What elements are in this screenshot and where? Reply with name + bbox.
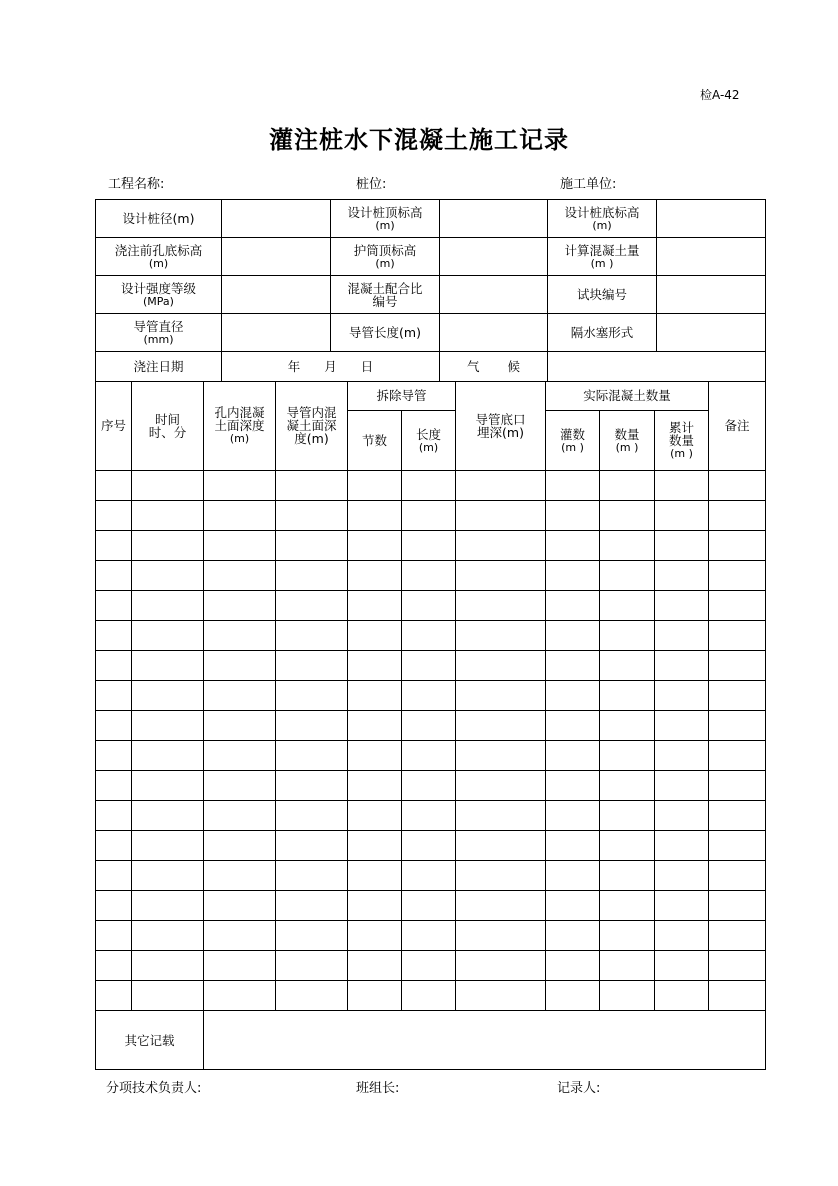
pile-info-table: [95, 199, 766, 382]
table-cell[interactable]: [96, 561, 132, 591]
table-cell[interactable]: [276, 861, 348, 891]
table-cell[interactable]: [655, 651, 709, 681]
mix-ratio-value[interactable]: [440, 276, 548, 314]
calc-concrete-vol-value[interactable]: [657, 238, 766, 276]
table-cell[interactable]: [132, 531, 204, 561]
test-block-no-label: 试块编号: [548, 276, 657, 314]
table-row: [96, 711, 766, 741]
design-pile-diameter-value[interactable]: [222, 200, 331, 238]
table-cell[interactable]: [348, 801, 402, 831]
table-cell[interactable]: [204, 771, 276, 801]
table-cell[interactable]: [709, 621, 766, 651]
table-cell[interactable]: [348, 471, 402, 501]
table-cell[interactable]: [546, 801, 600, 831]
table-cell[interactable]: [204, 981, 276, 1011]
casing-top-elev-label: 护筒顶标高 (m): [331, 238, 440, 276]
table-cell[interactable]: [204, 861, 276, 891]
table-cell[interactable]: [132, 561, 204, 591]
table-cell[interactable]: [402, 501, 456, 531]
table-cell[interactable]: [709, 831, 766, 861]
table-cell[interactable]: [600, 861, 655, 891]
table-cell[interactable]: [204, 711, 276, 741]
table-cell[interactable]: [132, 471, 204, 501]
table-cell[interactable]: [348, 981, 402, 1011]
table-cell[interactable]: [600, 621, 655, 651]
table-cell[interactable]: [709, 951, 766, 981]
table-cell[interactable]: [276, 561, 348, 591]
table-cell[interactable]: [402, 801, 456, 831]
table-cell[interactable]: [456, 831, 546, 861]
table-cell[interactable]: [546, 591, 600, 621]
table-row: [96, 831, 766, 861]
table-cell[interactable]: [709, 471, 766, 501]
hole-bottom-elev-value[interactable]: [222, 238, 331, 276]
table-cell[interactable]: [655, 591, 709, 621]
table-cell[interactable]: [402, 831, 456, 861]
table-cell[interactable]: [276, 501, 348, 531]
table-row: [96, 651, 766, 681]
table-cell[interactable]: [546, 951, 600, 981]
table-cell[interactable]: [96, 501, 132, 531]
table-row: [96, 741, 766, 771]
table-cell[interactable]: [348, 531, 402, 561]
table-cell[interactable]: [132, 921, 204, 951]
table-cell[interactable]: [132, 681, 204, 711]
table-cell[interactable]: [96, 651, 132, 681]
table-cell[interactable]: [600, 741, 655, 771]
actual-concrete-header: 实际混凝土数量: [546, 381, 709, 411]
table-cell[interactable]: [600, 891, 655, 921]
table-cell[interactable]: [276, 891, 348, 921]
table-cell[interactable]: [709, 771, 766, 801]
recorder-signature: 记录人:: [557, 1081, 601, 1096]
table-row: [96, 621, 766, 651]
table-cell[interactable]: [546, 471, 600, 501]
table-cell[interactable]: [655, 891, 709, 921]
table-cell[interactable]: [348, 591, 402, 621]
table-cell[interactable]: [132, 651, 204, 681]
table-row: [96, 891, 766, 921]
table-cell[interactable]: [348, 681, 402, 711]
table-cell[interactable]: [96, 861, 132, 891]
table-cell[interactable]: [132, 741, 204, 771]
design-pile-top-elev-value[interactable]: [440, 200, 548, 238]
table-cell[interactable]: [456, 681, 546, 711]
table-cell[interactable]: [709, 561, 766, 591]
weather-value[interactable]: [548, 352, 766, 382]
table-cell[interactable]: [546, 771, 600, 801]
remarks-header: 备注: [709, 381, 766, 471]
table-cell[interactable]: [402, 621, 456, 651]
table-cell[interactable]: [348, 651, 402, 681]
table-row: [96, 531, 766, 561]
table-cell[interactable]: [96, 831, 132, 861]
table-cell[interactable]: [132, 891, 204, 921]
table-cell[interactable]: [655, 801, 709, 831]
table-cell[interactable]: [132, 831, 204, 861]
table-cell[interactable]: [456, 561, 546, 591]
table-cell[interactable]: [600, 651, 655, 681]
table-cell[interactable]: [709, 801, 766, 831]
table-row: [96, 951, 766, 981]
table-cell[interactable]: [204, 951, 276, 981]
strength-grade-label: 设计强度等级 (MPa): [96, 276, 222, 314]
table-cell[interactable]: [276, 981, 348, 1011]
table-cell[interactable]: [456, 951, 546, 981]
cumulative-header: 累计 数量 (m ): [655, 411, 709, 471]
table-cell[interactable]: [348, 861, 402, 891]
table-cell[interactable]: [709, 591, 766, 621]
table-cell[interactable]: [456, 501, 546, 531]
table-cell[interactable]: [600, 531, 655, 561]
table-cell[interactable]: [655, 921, 709, 951]
table-cell[interactable]: [600, 831, 655, 861]
table-cell[interactable]: [276, 651, 348, 681]
table-cell[interactable]: [655, 771, 709, 801]
table-cell[interactable]: [402, 981, 456, 1011]
design-pile-top-elev-label: 设计桩顶标高 (m): [331, 200, 440, 238]
table-cell[interactable]: [204, 471, 276, 501]
table-cell[interactable]: [546, 501, 600, 531]
table-cell[interactable]: [655, 711, 709, 741]
table-cell[interactable]: [96, 981, 132, 1011]
table-cell[interactable]: [709, 501, 766, 531]
table-cell[interactable]: [276, 621, 348, 651]
table-cell[interactable]: [655, 621, 709, 651]
table-cell[interactable]: [402, 921, 456, 951]
test-block-no-value[interactable]: [657, 276, 766, 314]
team-leader-signature: 班组长:: [356, 1081, 400, 1096]
table-cell[interactable]: [402, 681, 456, 711]
conduit-length-value[interactable]: [440, 314, 548, 352]
table-cell[interactable]: [655, 951, 709, 981]
table-cell[interactable]: [709, 741, 766, 771]
table-cell[interactable]: [204, 741, 276, 771]
quantity-header: 数量 (m ): [600, 411, 655, 471]
remove-pipe-header: 拆除导管: [348, 381, 456, 411]
table-cell[interactable]: [204, 681, 276, 711]
project-name-label: 工程名称:: [108, 177, 165, 192]
table-cell[interactable]: [96, 951, 132, 981]
table-cell[interactable]: [96, 621, 132, 651]
table-cell[interactable]: [204, 921, 276, 951]
table-cell[interactable]: [456, 861, 546, 891]
table-cell[interactable]: [709, 711, 766, 741]
table-cell[interactable]: [402, 531, 456, 561]
table-cell[interactable]: [402, 771, 456, 801]
table-cell[interactable]: [132, 771, 204, 801]
table-cell[interactable]: [709, 861, 766, 891]
table-cell[interactable]: [600, 711, 655, 741]
table-cell[interactable]: [132, 591, 204, 621]
table-cell[interactable]: [546, 651, 600, 681]
other-records-value[interactable]: [204, 1011, 766, 1070]
construction-unit-label: 施工单位:: [560, 177, 617, 192]
table-cell[interactable]: [402, 561, 456, 591]
table-cell[interactable]: [456, 741, 546, 771]
table-cell[interactable]: [96, 891, 132, 921]
table-cell[interactable]: [96, 471, 132, 501]
table-cell[interactable]: [655, 471, 709, 501]
table-cell[interactable]: [600, 471, 655, 501]
table-cell[interactable]: [348, 711, 402, 741]
design-pile-diameter-label: 设计桩径(m): [96, 200, 222, 238]
table-cell[interactable]: [456, 921, 546, 951]
table-cell[interactable]: [600, 501, 655, 531]
table-cell[interactable]: [456, 891, 546, 921]
hole-concrete-depth-header: 孔内混凝 土面深度 (m): [204, 381, 276, 471]
table-cell[interactable]: [348, 501, 402, 531]
table-cell[interactable]: [546, 561, 600, 591]
plug-type-value[interactable]: [657, 314, 766, 352]
table-cell[interactable]: [348, 891, 402, 921]
table-cell[interactable]: [456, 531, 546, 561]
table-cell[interactable]: [600, 561, 655, 591]
table-cell[interactable]: [709, 921, 766, 951]
pile-position-label: 桩位:: [356, 177, 387, 192]
year-label: 年: [287, 359, 301, 374]
table-cell[interactable]: [348, 741, 402, 771]
plug-type-label: 隔水塞形式: [548, 314, 657, 352]
table-cell[interactable]: [132, 861, 204, 891]
table-row: [96, 801, 766, 831]
table-cell[interactable]: [276, 681, 348, 711]
table-cell[interactable]: [132, 501, 204, 531]
table-cell[interactable]: [276, 921, 348, 951]
table-cell[interactable]: [276, 741, 348, 771]
table-row: [96, 501, 766, 531]
other-records-label: 其它记载: [96, 1011, 204, 1070]
table-cell[interactable]: [348, 951, 402, 981]
table-cell[interactable]: [276, 771, 348, 801]
table-cell[interactable]: [348, 621, 402, 651]
table-cell[interactable]: [132, 981, 204, 1011]
table-cell[interactable]: [456, 771, 546, 801]
table-cell[interactable]: [276, 471, 348, 501]
table-cell[interactable]: [204, 801, 276, 831]
table-cell[interactable]: [546, 711, 600, 741]
table-cell[interactable]: [402, 471, 456, 501]
strength-grade-value[interactable]: [222, 276, 331, 314]
design-pile-bottom-elev-value[interactable]: [657, 200, 766, 238]
table-cell[interactable]: [276, 801, 348, 831]
table-cell[interactable]: [546, 531, 600, 561]
table-cell[interactable]: [546, 981, 600, 1011]
table-cell[interactable]: [546, 921, 600, 951]
hole-bottom-elev-label: 浇注前孔底标高 (m): [96, 238, 222, 276]
table-cell[interactable]: [600, 951, 655, 981]
pipe-bottom-depth-header: 导管底口 埋深(m): [456, 381, 546, 471]
table-row: [96, 981, 766, 1011]
table-cell[interactable]: [276, 531, 348, 561]
table-cell[interactable]: [132, 951, 204, 981]
table-cell[interactable]: [132, 711, 204, 741]
table-cell[interactable]: [546, 681, 600, 711]
day-label: 日: [360, 359, 374, 374]
table-row: [96, 561, 766, 591]
table-cell[interactable]: [402, 861, 456, 891]
casing-top-elev-value[interactable]: [440, 238, 548, 276]
table-cell[interactable]: [546, 891, 600, 921]
table-cell[interactable]: [402, 651, 456, 681]
table-cell[interactable]: [276, 831, 348, 861]
mix-ratio-label: 混凝土配合比 编号: [331, 276, 440, 314]
table-cell[interactable]: [204, 621, 276, 651]
table-cell[interactable]: [456, 651, 546, 681]
table-row: [96, 591, 766, 621]
table-cell[interactable]: [600, 591, 655, 621]
conduit-length-label: 导管长度(m): [331, 314, 440, 352]
table-cell[interactable]: [655, 531, 709, 561]
table-cell[interactable]: [132, 801, 204, 831]
design-pile-bottom-elev-label: 设计桩底标高 (m): [548, 200, 657, 238]
table-cell[interactable]: [709, 651, 766, 681]
table-cell[interactable]: [276, 711, 348, 741]
table-row: [96, 921, 766, 951]
weather-label: 气 候: [440, 352, 548, 382]
table-cell[interactable]: [709, 681, 766, 711]
table-cell[interactable]: [600, 981, 655, 1011]
table-cell[interactable]: [204, 651, 276, 681]
table-cell[interactable]: [96, 591, 132, 621]
pour-record-table: [95, 381, 766, 1070]
time-header: 时间 时、分: [132, 381, 204, 471]
conduit-diameter-value[interactable]: [222, 314, 331, 352]
pour-count-header: 灌数 (m ): [546, 411, 600, 471]
table-cell[interactable]: [456, 801, 546, 831]
calc-concrete-vol-label: 计算混凝土量 (m ): [548, 238, 657, 276]
table-cell[interactable]: [655, 861, 709, 891]
table-cell[interactable]: [456, 471, 546, 501]
table-cell[interactable]: [402, 741, 456, 771]
table-cell[interactable]: [546, 861, 600, 891]
sections-header: 节数: [348, 411, 402, 471]
table-cell[interactable]: [402, 591, 456, 621]
pour-date-value[interactable]: [222, 352, 440, 382]
pour-date-label: 浇注日期: [96, 352, 222, 382]
seq-header: 序号: [96, 381, 132, 471]
table-cell[interactable]: [655, 681, 709, 711]
table-cell[interactable]: [348, 561, 402, 591]
month-label: 月: [324, 359, 337, 374]
table-cell[interactable]: [546, 741, 600, 771]
table-cell[interactable]: [204, 531, 276, 561]
table-cell[interactable]: [204, 891, 276, 921]
table-cell[interactable]: [204, 561, 276, 591]
table-cell[interactable]: [655, 561, 709, 591]
table-cell[interactable]: [456, 711, 546, 741]
table-cell[interactable]: [96, 531, 132, 561]
table-cell[interactable]: [546, 621, 600, 651]
form-code: 检A-42: [700, 88, 740, 102]
table-cell[interactable]: [456, 621, 546, 651]
table-cell[interactable]: [600, 771, 655, 801]
table-cell[interactable]: [348, 831, 402, 861]
table-row: [96, 861, 766, 891]
table-cell[interactable]: [600, 921, 655, 951]
table-cell[interactable]: [96, 921, 132, 951]
table-cell[interactable]: [204, 501, 276, 531]
table-cell[interactable]: [96, 771, 132, 801]
pipe-concrete-depth-header: 导管内混 凝土面深 度(m): [276, 381, 348, 471]
table-cell[interactable]: [709, 891, 766, 921]
table-cell[interactable]: [546, 831, 600, 861]
table-cell[interactable]: [402, 711, 456, 741]
table-cell[interactable]: [655, 741, 709, 771]
table-cell[interactable]: [204, 591, 276, 621]
conduit-diameter-label: 导管直径 (mm): [96, 314, 222, 352]
table-row: [96, 471, 766, 501]
table-cell[interactable]: [655, 501, 709, 531]
table-cell[interactable]: [402, 891, 456, 921]
table-cell[interactable]: [456, 591, 546, 621]
table-cell[interactable]: [96, 681, 132, 711]
table-cell[interactable]: [96, 711, 132, 741]
length-header: 长度 (m): [402, 411, 456, 471]
tech-lead-signature: 分项技术负责人:: [106, 1081, 202, 1096]
table-cell[interactable]: [600, 801, 655, 831]
table-cell[interactable]: [348, 921, 402, 951]
table-cell[interactable]: [655, 831, 709, 861]
table-cell[interactable]: [132, 621, 204, 651]
table-cell[interactable]: [96, 741, 132, 771]
table-cell[interactable]: [96, 801, 132, 831]
table-cell[interactable]: [655, 981, 709, 1011]
table-cell[interactable]: [402, 951, 456, 981]
table-cell[interactable]: [204, 831, 276, 861]
table-row: [96, 681, 766, 711]
table-cell[interactable]: [600, 681, 655, 711]
table-cell[interactable]: [348, 771, 402, 801]
table-cell[interactable]: [276, 951, 348, 981]
table-cell[interactable]: [709, 531, 766, 561]
page-title: 灌注桩水下混凝土施工记录: [269, 126, 569, 154]
table-cell[interactable]: [456, 981, 546, 1011]
table-cell[interactable]: [709, 981, 766, 1011]
table-cell[interactable]: [276, 591, 348, 621]
table-row: [96, 771, 766, 801]
